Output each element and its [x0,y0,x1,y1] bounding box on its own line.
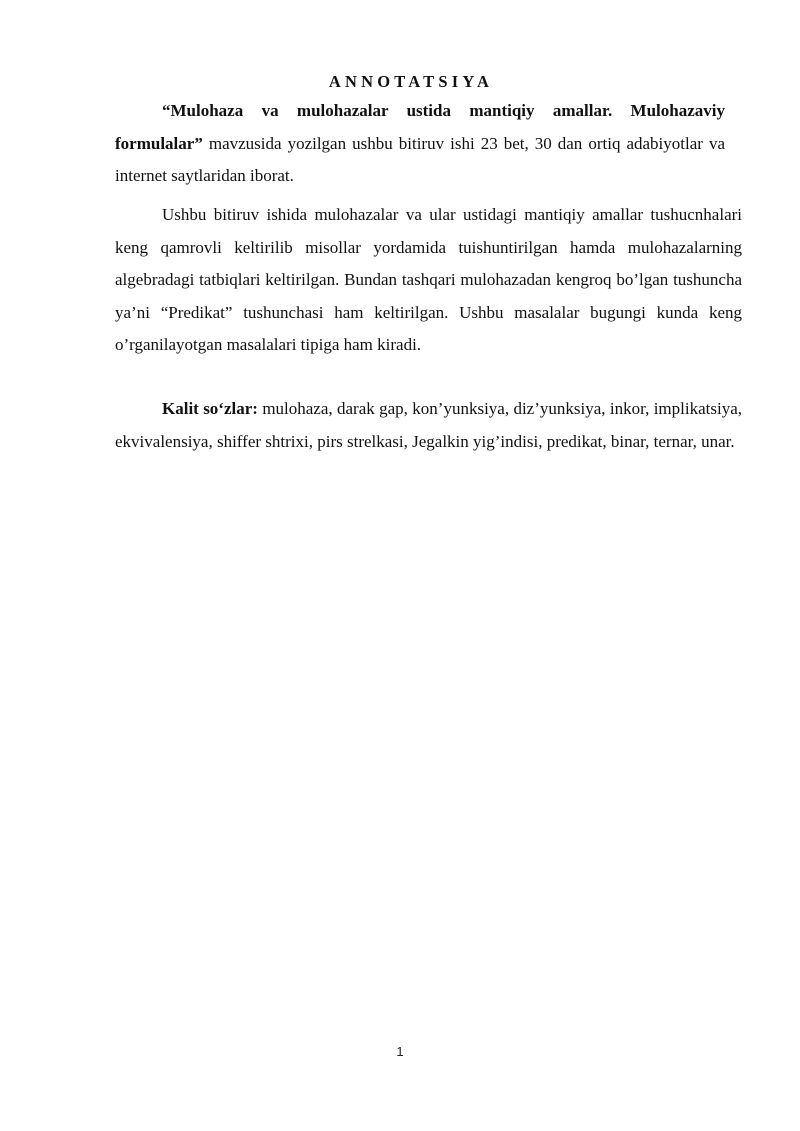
page-title: ANNOTATSIYA [328,72,494,91]
body-text: Ushbu bitiruv ishida mulohazalar va ular ustidagi mantiqiy amallar tushucnhalari keng qamrovli keltirilib misollar yordamida tuishuntirilgan hamda mulohazalarning algebradagi tatbiqlari keltirilgan. Bundan tashqari mulohazadan kengroq bo’lgan tushuncha ya’ni “Predikat” tushunchasi ham keltirilgan. Ushbu masalalar bugungi kunda keng o’rganilayotgan masalalari tipiga ham kiradi. [115,205,742,354]
intro-paragraph [115,95,725,193]
body-paragraph [115,199,742,362]
page-number: 1 [396,1044,404,1059]
thesis-title: “Mulohaza va mulohazalar ustida mantiqiy amallar. Mulohazaviy formulalar” [115,101,725,153]
keywords-text: mulohaza, darak gap, kon’yunksiya, diz’yunksiya, inkor, implikatsiya, ekvivalensiya, shiffer shtrixi, pirs strelkasi, Jegalkin yig’indisi, predikat, binar, ternar, unar. [115,399,742,451]
intro-text: mavzusida yozilgan ushbu bitiruv ishi 23 bet, 30 dan ortiq adabiyotlar va internet saytlaridan iborat. [115,133,725,185]
keywords-label: Kalit so‘zlar: [162,399,258,418]
keywords-paragraph [115,393,742,458]
